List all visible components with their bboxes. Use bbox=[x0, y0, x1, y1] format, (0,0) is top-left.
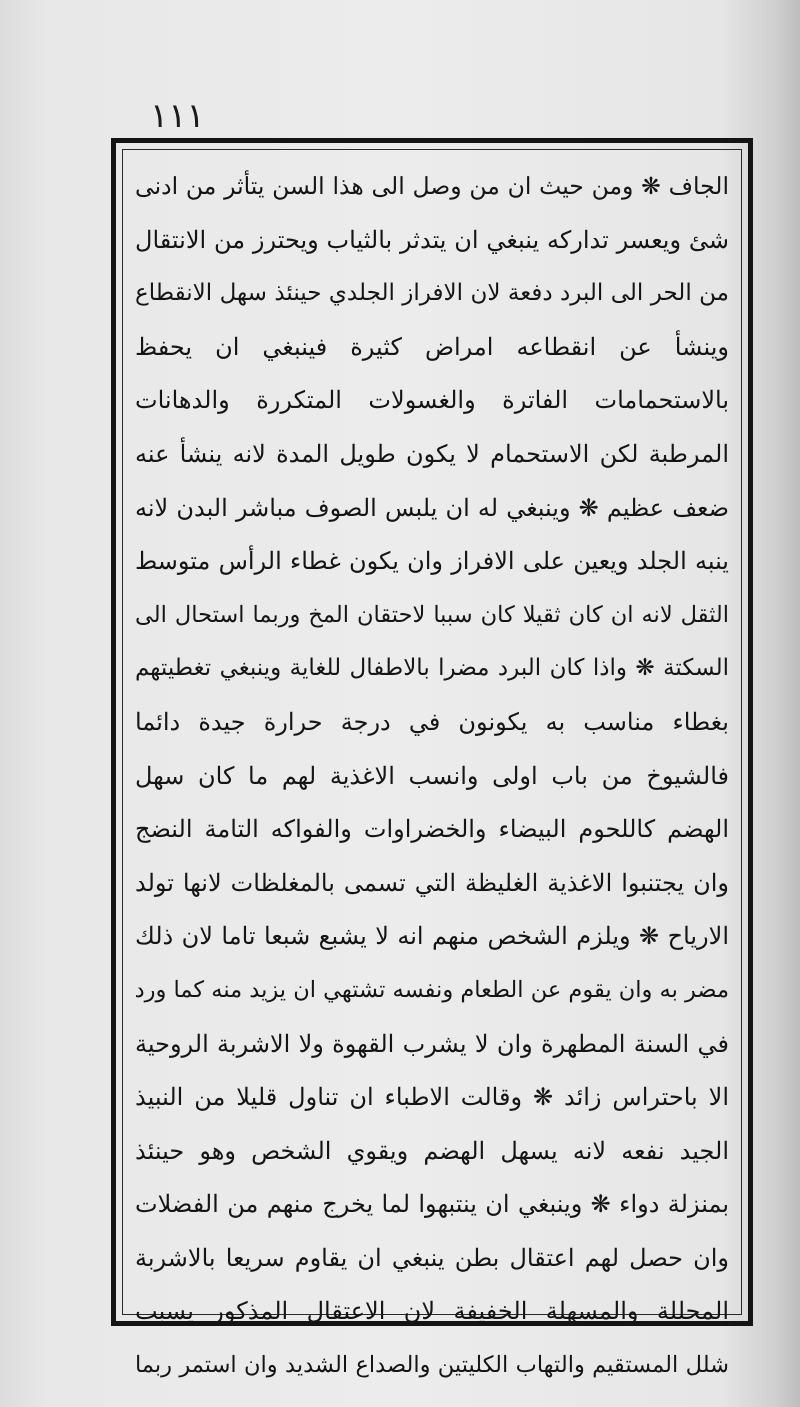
text-line: المحللة والمسهلة الخفيفة لان الاعتقال المذكور يسبب bbox=[135, 1297, 729, 1326]
text-line: ينبه الجلد ويعين على الافراز وان يكون غطاء الرأس متوسط bbox=[135, 547, 729, 576]
text-line: شلل المستقيم والتهاب الكليتين والصداع الشديد وان استمر ربما bbox=[135, 1352, 729, 1379]
text-line: بمنزلة دواء ❋ وينبغي ان ينتبهوا لما يخرج منهم من الفضلات bbox=[135, 1190, 729, 1219]
text-line: فالشيوخ من باب اولى وانسب الاغذية لهم ما كان سهل bbox=[135, 761, 729, 790]
text-line: الجيد نفعه لانه يسهل الهضم ويقوي الشخص وهو حينئذ bbox=[135, 1136, 729, 1165]
text-line: الارياح ❋ ويلزم الشخص منهم انه لا يشبع شبعا تاما لان ذلك bbox=[135, 922, 729, 951]
text-line: بالاستحمامات الفاترة والغسولات المتكررة والدهانات bbox=[135, 386, 729, 415]
inner-border bbox=[122, 149, 742, 1379]
page-number: ١١١ bbox=[150, 96, 205, 136]
text-block bbox=[135, 160, 729, 1379]
text-line: الا باحتراس زائد ❋ وقالت الاطباء ان تناول قليلا من النبيذ bbox=[135, 1083, 729, 1112]
text-line: شئ ويعسر تداركه ينبغي ان يتدثر بالثياب ويحترز من الانتقال bbox=[135, 225, 729, 254]
text-line: وينشأ عن انقطاعه امراض كثيرة فينبغي ان يحفظ bbox=[135, 332, 729, 361]
text-line: ضعف عظيم ❋ وينبغي له ان يلبس الصوف مباشر البدن لانه bbox=[135, 493, 729, 522]
page-border bbox=[111, 138, 753, 1379]
text-line: وان يجتنبوا الاغذية الغليظة التي تسمى بالمغلظات لانها تولد bbox=[135, 868, 729, 897]
text-line: وان حصل لهم اعتقال بطن ينبغي ان يقاوم سريعا بالاشربة bbox=[135, 1243, 729, 1272]
text-line: الثقل لانه ان كان ثقيلا كان سببا لاحتقان المخ وربما استحال الى bbox=[135, 601, 729, 628]
text-line: من الحر الى البرد دفعة لان الافراز الجلدي حينئذ سهل الانقطاع bbox=[135, 280, 729, 307]
text-line: الجاف ❋ ومن حيث ان من وصل الى هذا السن يتأثر من ادنى bbox=[135, 172, 729, 200]
text-line: في السنة المطهرة وان لا يشرب القهوة ولا الاشربة الروحية bbox=[135, 1029, 729, 1058]
text-line: المرطبة لكن الاستحمام لا يكون طويل المدة لانه ينشأ عنه bbox=[135, 439, 729, 468]
text-line: بغطاء مناسب به يكونون في درجة حرارة جيدة دائما bbox=[135, 707, 729, 736]
text-line: السكتة ❋ واذا كان البرد مضرا بالاطفال للغاية وينبغي تغطيتهم bbox=[135, 655, 729, 682]
text-line: الهضم كاللحوم البيضاء والخضراوات والفواكه التامة النضج bbox=[135, 815, 729, 844]
text-line: مضر به وان يقوم عن الطعام ونفسه تشتهي ان يزيد منه كما ورد bbox=[135, 976, 729, 1003]
